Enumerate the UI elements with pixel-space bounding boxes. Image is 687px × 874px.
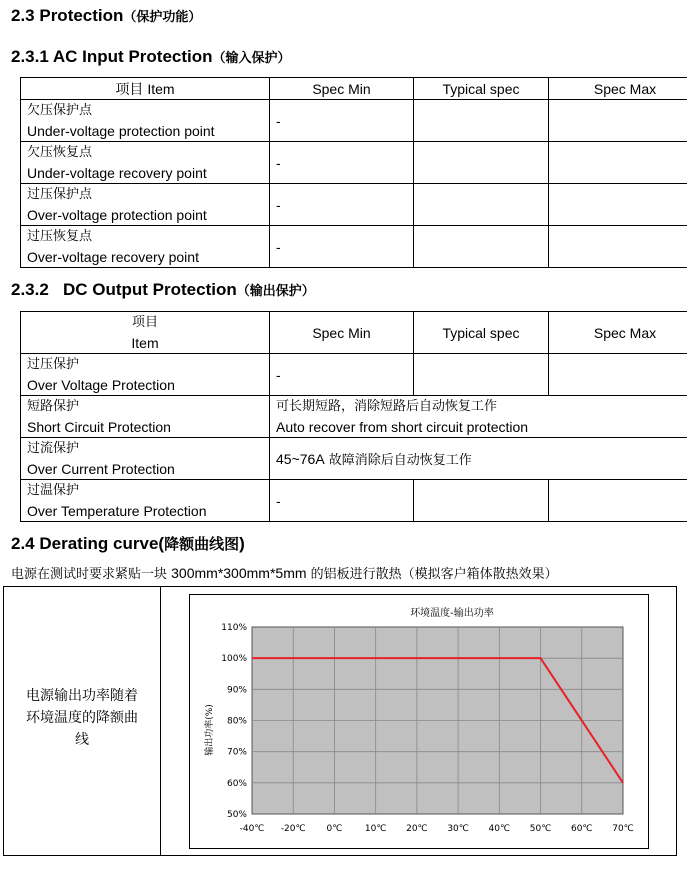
y-axis-label: 输出功率(%)	[205, 704, 215, 756]
row-max	[549, 142, 687, 184]
x-tick-label: 10℃	[364, 824, 387, 834]
row-max	[549, 100, 687, 142]
row-min: -	[270, 142, 414, 184]
x-tick-label: 60℃	[570, 824, 593, 834]
x-tick-label: 20℃	[406, 824, 428, 834]
row-item: 短路保护 Short Circuit Protection	[21, 396, 270, 438]
y-tick-label: 60%	[226, 778, 247, 789]
row-item: 欠压保护点 Under-voltage protection point	[21, 100, 270, 142]
table-row	[21, 100, 687, 142]
header-item: 项目 Item	[21, 312, 270, 354]
x-tick-label: 0℃	[326, 824, 343, 834]
header-spec-min: Spec Min	[270, 312, 414, 354]
section-2-4-heading: 2.4 Derating curve(降额曲线图)	[11, 534, 245, 553]
table-row	[21, 184, 687, 226]
table-header-row	[21, 78, 687, 100]
row-typ	[414, 142, 549, 184]
row-typ	[414, 354, 549, 396]
row-item: 过压保护 Over Voltage Protection	[21, 354, 270, 396]
section-2-3-2-heading: 2.3.2 DC Output Protection（输出保护）	[11, 280, 315, 299]
row-min: -	[270, 354, 414, 396]
x-tick-label: 70℃	[612, 824, 634, 834]
header-spec-max: Spec Max	[549, 78, 687, 100]
y-tick-label: 50%	[226, 810, 247, 820]
row-typ	[414, 184, 549, 226]
ac-input-protection-table	[20, 77, 687, 268]
section-2-3-heading: 2.3 Protection（保护功能）	[11, 6, 202, 25]
x-tick-label: -20℃	[280, 824, 306, 834]
row-typ	[414, 480, 549, 522]
table-row	[21, 354, 687, 396]
row-typ	[414, 226, 549, 268]
row-max	[549, 184, 687, 226]
table-row	[21, 226, 687, 268]
table-row	[21, 396, 687, 438]
header-spec-max: Spec Max	[549, 312, 687, 354]
row-min: -	[270, 100, 414, 142]
x-tick-label: -40℃	[239, 824, 265, 834]
row-item: 过压恢复点 Over-voltage recovery point	[21, 226, 270, 268]
derating-chart	[189, 594, 649, 849]
row-min: -	[270, 184, 414, 226]
row-item: 过流保护 Over Current Protection	[21, 438, 270, 480]
derating-box	[3, 586, 677, 856]
row-max	[549, 226, 687, 268]
row-item: 过压保护点 Over-voltage protection point	[21, 184, 270, 226]
section-2-3-1-heading: 2.3.1 AC Input Protection（输入保护）	[11, 47, 291, 66]
table-row	[21, 142, 687, 184]
y-tick-label: 70%	[226, 747, 247, 758]
header-typical-spec: Typical spec	[414, 312, 549, 354]
box-divider	[160, 587, 161, 855]
derating-chart-svg	[190, 595, 648, 848]
header-typical-spec: Typical spec	[414, 78, 549, 100]
row-min: -	[270, 226, 414, 268]
x-tick-label: 40℃	[488, 824, 511, 834]
row-merged-spec: 可长期短路，消除短路后自动恢复工作 Auto recover from short circuit protection	[270, 396, 687, 438]
table-row	[21, 438, 687, 480]
header-spec-min: Spec Min	[270, 78, 414, 100]
row-item: 欠压恢复点 Under-voltage recovery point	[21, 142, 270, 184]
y-tick-label: 110%	[221, 623, 247, 633]
row-max	[549, 354, 687, 396]
x-tick-label: 50℃	[529, 824, 552, 834]
y-tick-label: 80%	[226, 716, 247, 727]
row-max	[549, 480, 687, 522]
cooling-note: 电源在测试时要求紧贴一块 300mm*300mm*5mm 的铝板进行散热（模拟客户箱体散热效果）	[11, 565, 558, 582]
row-merged-spec: 45~76A 故障消除后自动恢复工作	[270, 438, 687, 480]
table-header-row	[21, 312, 687, 354]
y-tick-label: 90%	[226, 685, 247, 696]
chart-title: 环境温度-输出功率	[410, 608, 494, 619]
y-tick-label: 100%	[221, 654, 247, 665]
derating-description: 电源输出功率随着 环境温度的降额曲 线	[26, 688, 138, 748]
dc-output-protection-table	[20, 311, 687, 522]
row-typ	[414, 100, 549, 142]
row-item: 过温保护 Over Temperature Protection	[21, 480, 270, 522]
header-item: 项目 Item	[21, 78, 270, 100]
row-min: -	[270, 480, 414, 522]
table-row	[21, 480, 687, 522]
x-tick-label: 30℃	[447, 824, 469, 834]
